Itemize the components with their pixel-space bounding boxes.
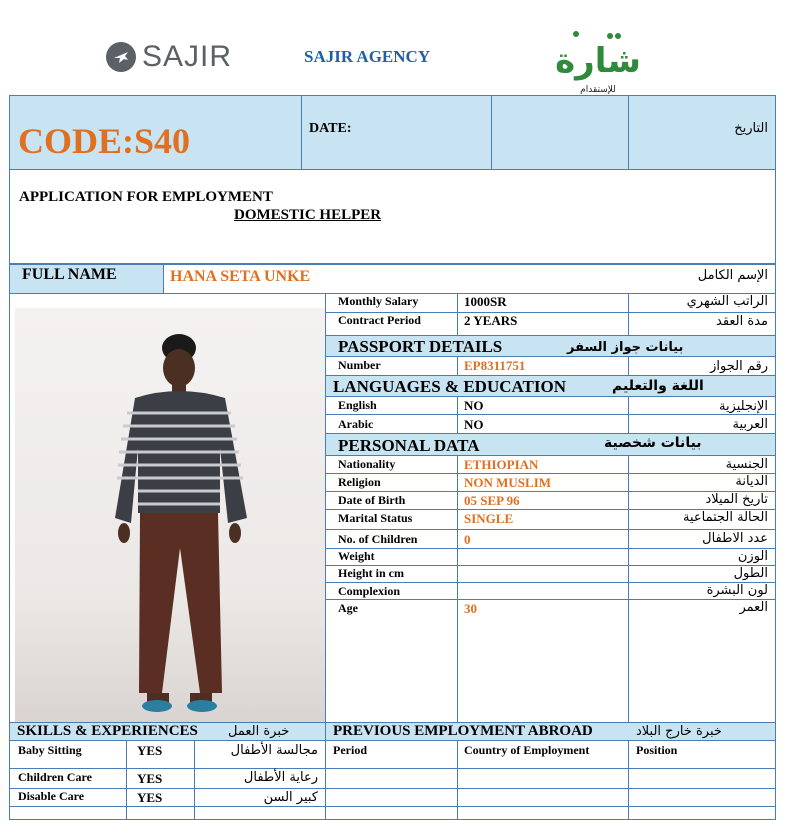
marital-label: Marital Status [338,511,413,525]
contract-period-label: Contract Period [338,313,421,327]
complexion-label-ar: لون البشرة [706,583,768,598]
position-column-header: Position [636,743,678,757]
nationality-value: ETHIOPIAN [464,457,539,472]
dob-value: 05 SEP 96 [464,493,520,508]
english-value: NO [464,398,484,413]
contract-period-value: 2 YEARS [464,313,518,328]
children-value: 0 [464,532,471,547]
application-title: APPLICATION FOR EMPLOYMENT [19,189,273,205]
languages-title-ar: اللغة والتعليم [612,378,704,394]
personal-title: PERSONAL DATA [338,436,480,455]
height-label: Height in cm [338,566,404,580]
baby-sitting-value: YES [137,743,163,758]
passport-number-label: Number [338,358,381,372]
passport-title: PASSPORT DETAILS [338,337,503,356]
baby-sitting-label: Baby Sitting [18,743,82,757]
age-label-ar: العمر [739,600,768,615]
disable-care-label: Disable Care [18,789,85,803]
children-label: No. of Children [338,532,418,546]
personal-title-ar: بيانات شخصية [604,435,702,451]
period-column-header: Period [333,743,367,757]
weight-label-ar: الوزن [737,549,768,564]
salary-value: 1000SR [464,294,507,309]
children-label-ar: عدد الاطفال [702,531,768,546]
contract-period-label-ar: مدة العقد [716,314,768,329]
skills-title-ar: خبرة العمل [228,724,290,739]
height-label-ar: الطول [733,566,768,581]
age-value: 30 [464,601,477,616]
salary-label-ar: الراتب الشهري [686,294,768,309]
marital-label-ar: الحالة الجتماعية [682,510,768,525]
passport-number-value: EP8311751 [464,358,526,373]
marital-value: SINGLE [464,511,514,526]
complexion-label: Complexion [338,584,401,598]
date-label: DATE: [309,121,352,136]
arabic-logo-sub: للإستقدام [580,85,616,95]
dob-label-ar: تاريخ الميلاد [705,492,768,507]
arabic-logo-text: شارة [555,41,641,81]
brand-name: SAJIR [142,40,233,73]
skills-title: SKILLS & EXPERIENCES [17,723,198,739]
full-name-label: FULL NAME [22,266,117,283]
arabic-logo [548,22,648,98]
passport-title-ar: بيانات جواز السفر [567,340,684,355]
nationality-label: Nationality [338,457,396,471]
full-name-label-ar: الإسم الكامل [697,268,768,283]
salary-label: Monthly Salary [338,294,419,308]
arabic-label-ar: العربية [732,417,768,432]
nationality-label-ar: الجنسية [725,457,768,472]
plane-icon [106,42,136,72]
age-label: Age [338,601,358,615]
children-care-label: Children Care [18,770,92,784]
english-label: English [338,398,377,412]
religion-value: NON MUSLIM [464,475,552,490]
disable-care-label-ar: كبير السن [263,790,318,805]
agency-title: SAJIR AGENCY [304,47,431,66]
position-title: DOMESTIC HELPER [234,207,382,223]
disable-care-value: YES [137,790,163,805]
date-label-ar: التاريخ [734,121,768,136]
code-label: CODE:S40 [18,121,191,161]
previous-title: PREVIOUS EMPLOYMENT ABROAD [333,723,593,739]
sajir-logo [106,40,232,74]
religion-label: Religion [338,475,381,489]
dob-label: Date of Birth [338,493,406,507]
weight-label: Weight [338,549,375,563]
religion-label-ar: الديانة [735,474,768,489]
previous-title-ar: خبرة خارج البلاد [636,724,722,739]
application-section [9,170,776,264]
english-label-ar: الإنجليزية [718,399,768,414]
country-column-header: Country of Employment [464,743,590,757]
arabic-value: NO [464,417,484,432]
languages-title: LANGUAGES & EDUCATION [333,377,566,396]
passport-number-label-ar: رقم الجواز [710,359,768,374]
baby-sitting-label-ar: مجالسة الأطفال [230,743,318,758]
applicant-photo [15,308,325,722]
arabic-label: Arabic [338,417,374,431]
full-name-value: HANA SETA UNKE [170,268,311,285]
children-care-value: YES [137,771,163,786]
children-care-label-ar: رعاية الأطفال [243,770,318,785]
